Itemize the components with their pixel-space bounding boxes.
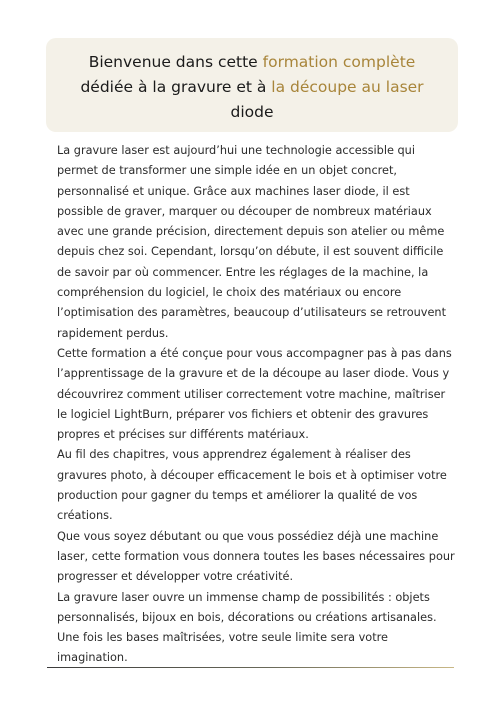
body-text: [57, 141, 455, 669]
title-accent-part2: la découpe au laser: [271, 78, 424, 96]
paragraph-possibilites: La gravure laser ouvre un immense champ de possibilités : objets personnalisés, bijoux en bois, décorations ou créations artisanales. Une fois les bases maîtrisées, votre seule limite sera votre imagination.: [57, 590, 437, 665]
paragraph-formation: Cette formation a été conçue pour vous accompagner pas à pas dans l’apprentissage de la gravure et de la découpe au laser diode. Vous y découvrirez comment utiliser correctement votre machine, maîtriser le logiciel LightBurn, préparer vos fichiers et obtenir des gravures propres et précises sur différents matériaux.: [57, 346, 452, 442]
title-text-part1: Bienvenue dans cette: [88, 53, 263, 71]
footer-divider: [47, 667, 454, 668]
title-banner: [46, 38, 458, 132]
paragraph-debutant: Que vous soyez débutant ou que vous possédiez déjà une machine laser, cette formation vous donnera toutes les bases nécessaires pour progresser et développer votre créativité.: [57, 529, 455, 584]
title-text-part2: dédiée à la gravure et à: [80, 78, 272, 96]
paragraph-intro: La gravure laser est aujourd’hui une technologie accessible qui permet de transformer une simple idée en un objet concret, personnalisé et unique. Grâce aux machines laser diode, il est possible de graver, marquer ou découper de nombreux matériaux avec une grande précision, directement depuis son atelier ou même depuis chez soi. Cependant, lorsqu’on débute, il est souvent difficile de savoir par où commencer. Entre les réglages de la machine, la compréhension du logiciel, le choix des matériaux ou encore l’optimisation des paramètres, beaucoup d’utilisateurs se retrouvent rapidement perdus.: [57, 144, 446, 340]
title-accent-part1: formation complète: [262, 53, 416, 71]
title-text-part3: diode: [230, 103, 274, 121]
paragraph-chapitres: Au fil des chapitres, vous apprendrez également à réaliser des gravures photo, à découper efficacement le bois et à optimiser votre production pour gagner du temps et améliorer la qualité de vos créations.: [57, 448, 447, 523]
